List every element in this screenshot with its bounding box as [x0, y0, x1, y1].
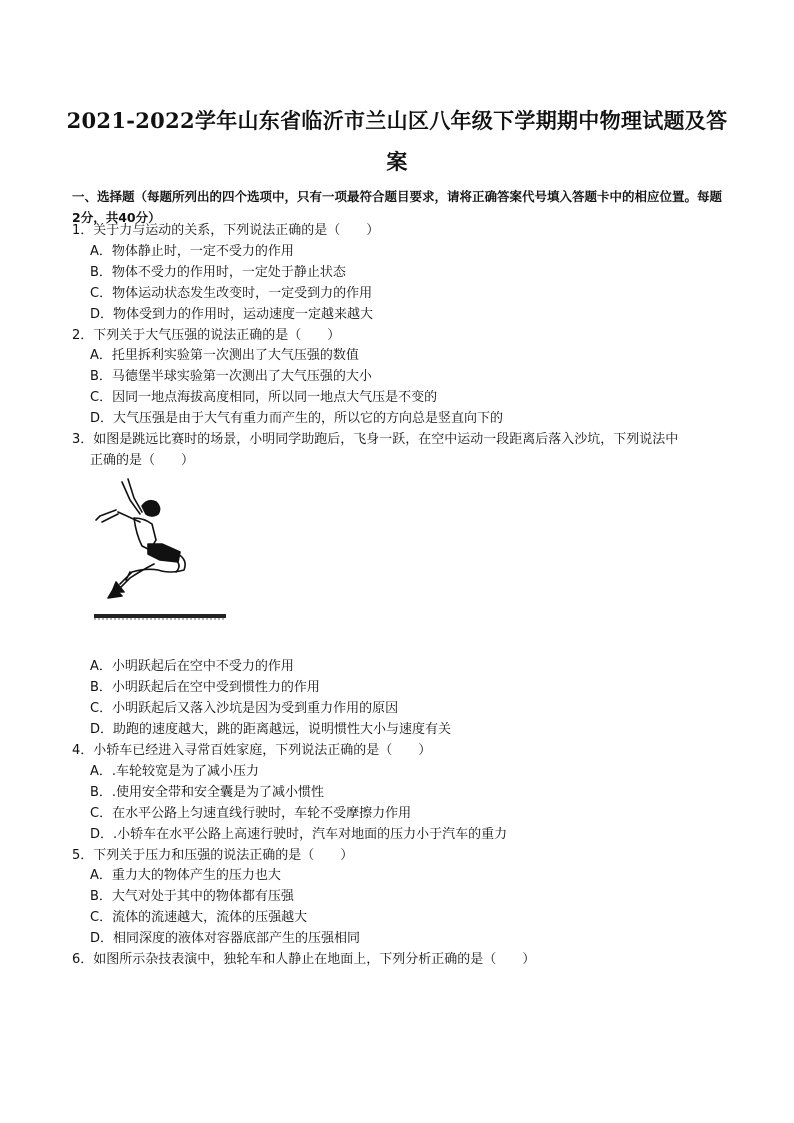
sand-pit-ground [94, 614, 226, 618]
question-1-option-d: D．物体受到力的作用时，运动速度一定越来越大 [90, 307, 374, 322]
question-4-stem: 4．小轿车已经进入寻常百姓家庭，下列说法正确的是（ ） [72, 743, 432, 758]
question-2-option-c: C．因同一地点海拔高度相同，所以同一地点大气压是不变的 [90, 390, 438, 405]
question-1-option-c: C．物体运动状态发生改变时，一定受到力的作用 [90, 286, 373, 301]
long-jump-figure [90, 474, 230, 628]
question-2-option-b: B．马德堡半球实验第一次测出了大气压强的大小 [90, 369, 372, 384]
question-6-stem: 6．如图所示杂技表演中，独轮车和人静止在地面上，下列分析正确的是（ ） [72, 952, 536, 967]
question-5-option-c: C．流体的流速越大，流体的压强越大 [90, 910, 308, 925]
question-3-option-c: C．小明跃起后又落入沙坑是因为受到重力作用的原因 [90, 701, 399, 716]
question-3-stem: 3．如图是跳远比赛时的场景，小明同学助跑后，飞身一跃，在空中运动一段距离后落入沙坑，下列说法中 [72, 432, 679, 447]
question-5-option-b: B．大气对处于其中的物体都有压强 [90, 889, 294, 904]
question-1-option-a: A．物体静止时，一定不受力的作用 [90, 244, 294, 259]
question-5-option-d: D．相同深度的液体对容器底部产生的压强相同 [90, 931, 361, 946]
document-title-line-1: 2021-2022学年山东省临沂市兰山区八年级下学期期中物理试题及答 [66, 108, 728, 133]
question-5-stem: 5．下列关于压力和压强的说法正确的是（ ） [72, 848, 354, 863]
question-3-option-b: B．小明跃起后在空中受到惯性力的作用 [90, 680, 320, 695]
question-3-option-d: D．助跑的速度越大，跳的距离越远，说明惯性大小与速度有关 [90, 722, 452, 737]
question-3-stem-continued: 正确的是（ ） [90, 453, 195, 468]
question-4-option-c: C．在水平公路上匀速直线行驶时，车轮不受摩擦力作用 [90, 806, 412, 821]
question-2-stem: 2．下列关于大气压强的说法正确的是（ ） [72, 328, 341, 343]
question-5-option-a: A．重力大的物体产生的压力也大 [90, 868, 281, 883]
question-2-option-a: A．托里拆利实验第一次测出了大气压强的数值 [90, 348, 359, 363]
question-1-option-b: B．物体不受力的作用时，一定处于静止状态 [90, 265, 346, 280]
question-1-stem: 1．关于力与运动的关系，下列说法正确的是（ ） [72, 223, 380, 238]
document-title-line-2: 案 [386, 149, 408, 174]
question-4-option-a: A．.车轮较宽是为了减小压力 [90, 764, 260, 779]
section-heading: 一、选择题（每题所列出的四个选项中，只有一项最符合题目要求，请将正确答案代号填入答题卡中的相应位置。每题2分，共40分） [72, 189, 723, 225]
question-2-option-d: D．大气压强是由于大气有重力而产生的，所以它的方向总是竖直向下的 [90, 411, 504, 426]
question-3-option-a: A．小明跃起后在空中不受力的作用 [90, 659, 294, 674]
long-jumper-illustration [90, 474, 230, 628]
question-4-option-d: D．.小轿车在水平公路上高速行驶时，汽车对地面的压力小于汽车的重力 [90, 827, 508, 842]
question-4-option-b: B．.使用安全带和安全囊是为了减小惯性 [90, 785, 325, 800]
